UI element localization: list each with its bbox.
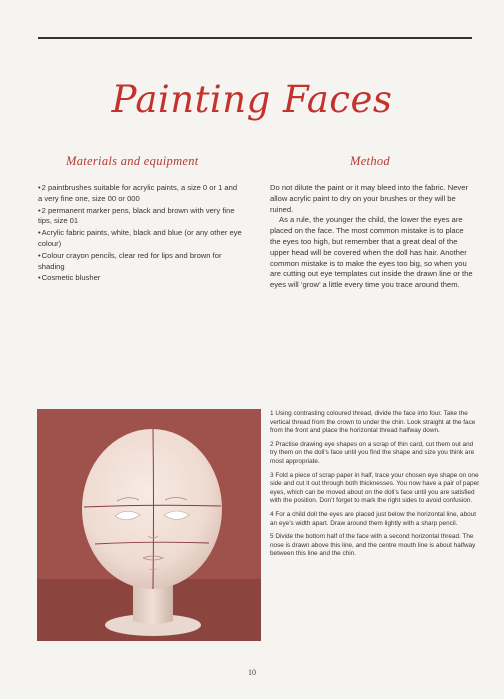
method-paragraph: As a rule, the younger the child, the lower the eyes are placed on the face. The most common mistake is to place the eyes too high, but remember that a great deal of the upper head will be covered when the doll has hair. Another common mistake is to make the eyes too big, so when you are cutting out eye templates cut inside the drawn line or the eyes will ‘grow’ a little every time you trace around them. [270,215,473,290]
instruction-step: 1 Using contrasting coloured thread, divide the face into four. Take the vertical thread from the crown to under the chin. Look straight at the face from the front and place the horizontal thread halfway down. [270,410,476,435]
vertical-thread [153,429,154,589]
instruction-step: 3 Fold a piece of scrap paper in half, trace your chosen eye shape on one side and cut it out through both thicknesses. You now have a pair of paper eyes, which can be moved about on the doll’s face until you are satisfied with the position. Don’t forget to mark the right sides to avoid confusion. [270,471,480,505]
doll-head-photo [37,409,261,641]
doll-head [82,429,222,589]
instruction-steps [270,410,480,564]
method-paragraph: Do not dilute the paint or it may bleed into the fabric. Never allow acrylic paint to dry on your brushes or they will be ruined. [270,183,468,214]
materials-heading: Materials and equipment [66,154,199,168]
page-number: 10 [248,668,256,677]
materials-item: •Cosmetic blusher [38,273,101,283]
page-title: Painting Faces [111,78,393,121]
materials-list [38,183,243,285]
instruction-step: 5 Divide the bottom half of the face with a second horizontal thread. The nose is drawn above this line, and the centre mouth line is about halfway between this line and the chin. [270,533,476,558]
instruction-step: 2 Practise drawing eye shapes on a scrap of thin card, cut them out and try them on the doll’s face until you find the shape and size you think are most appropriate. [270,440,475,465]
materials-item: •Colour crayon pencils, clear red for lips and brown for shading [38,250,222,271]
method-heading: Method [350,154,390,168]
materials-item: •2 paintbrushes suitable for acrylic paints, a size 0 or 1 and a very fine one, size 00 or 000 [38,183,238,203]
method-text [270,183,475,291]
instruction-step: 4 For a child doll the eyes are placed just below the horizontal line, about an eye’s width apart. Draw around them lightly with a sharp pencil. [270,510,477,527]
top-rule [38,37,472,39]
doll-head-illustration [37,409,261,641]
materials-item: •2 permanent marker pens, black and brown with very fine tips, size 01 [38,205,235,226]
materials-item: •Acrylic fabric paints, white, black and blue (or any other eye colour) [38,228,242,248]
